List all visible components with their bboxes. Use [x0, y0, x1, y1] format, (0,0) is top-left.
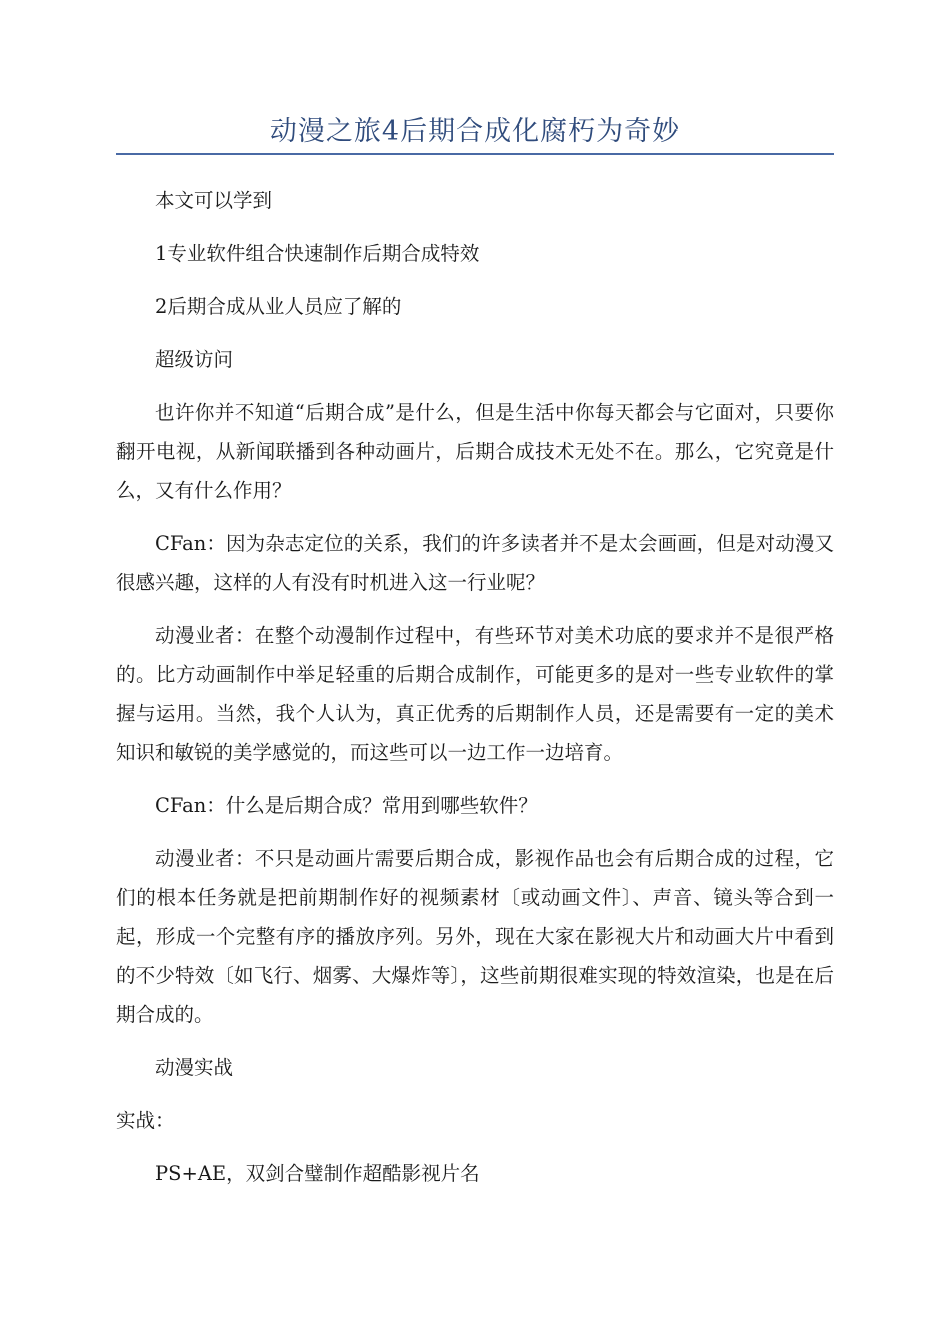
paragraph-11: 实战： [116, 1109, 175, 1132]
paragraph-12: PS+AE，双剑合璧制作超酷影视片名 [155, 1162, 480, 1185]
document-page [116, 0, 834, 1207]
paragraph-3: 2后期合成从业人员应了解的 [155, 295, 402, 318]
paragraph-7: 动漫业者：在整个动漫制作过程中，有些环节对美术功底的要求并不是很严格的。比方动画制作中举足轻重的后期合成制作，可能更多的是对一些专业软件的掌握与运用。当然，我个人认为，真正优秀的后期制作人员，还是需要有一定的美术知识和敏锐的美学感觉的，而这些可以一边工作一边培育。 [116, 624, 834, 764]
paragraph-1: 本文可以学到 [155, 189, 273, 212]
document-title: 动漫之旅4后期合成化腐朽为奇妙 [269, 116, 681, 147]
document-body [116, 181, 834, 1193]
paragraph-4: 超级访问 [155, 348, 234, 371]
title-underline [116, 153, 834, 155]
paragraph-5: 也许你并不知道“后期合成”是什么，但是生活中你每天都会与它面对，只要你翻开电视，从新闻联播到各种动画片，后期合成技术无处不在。那么，它究竟是什么，又有什么作用？ [116, 401, 834, 502]
paragraph-10: 动漫实战 [155, 1056, 234, 1079]
paragraph-6: CFan：因为杂志定位的关系，我们的许多读者并不是太会画画，但是对动漫又很感兴趣，这样的人有没有时机进入这一行业呢？ [116, 532, 834, 594]
paragraph-9: 动漫业者：不只是动画片需要后期合成，影视作品也会有后期合成的过程，它们的根本任务就是把前期制作好的视频素材〔或动画文件〕、声音、镜头等合到一起，形成一个完整有序的播放序列。另外，现在大家在影视大片和动画大片中看到的不少特效〔如飞行、烟雾、大爆炸等〕，这些前期很难实现的特效渲染，也是在后期合成的。 [116, 847, 834, 1026]
paragraph-2: 1专业软件组合快速制作后期合成特效 [155, 242, 480, 265]
paragraph-8: CFan：什么是后期合成？常用到哪些软件？ [155, 794, 538, 817]
